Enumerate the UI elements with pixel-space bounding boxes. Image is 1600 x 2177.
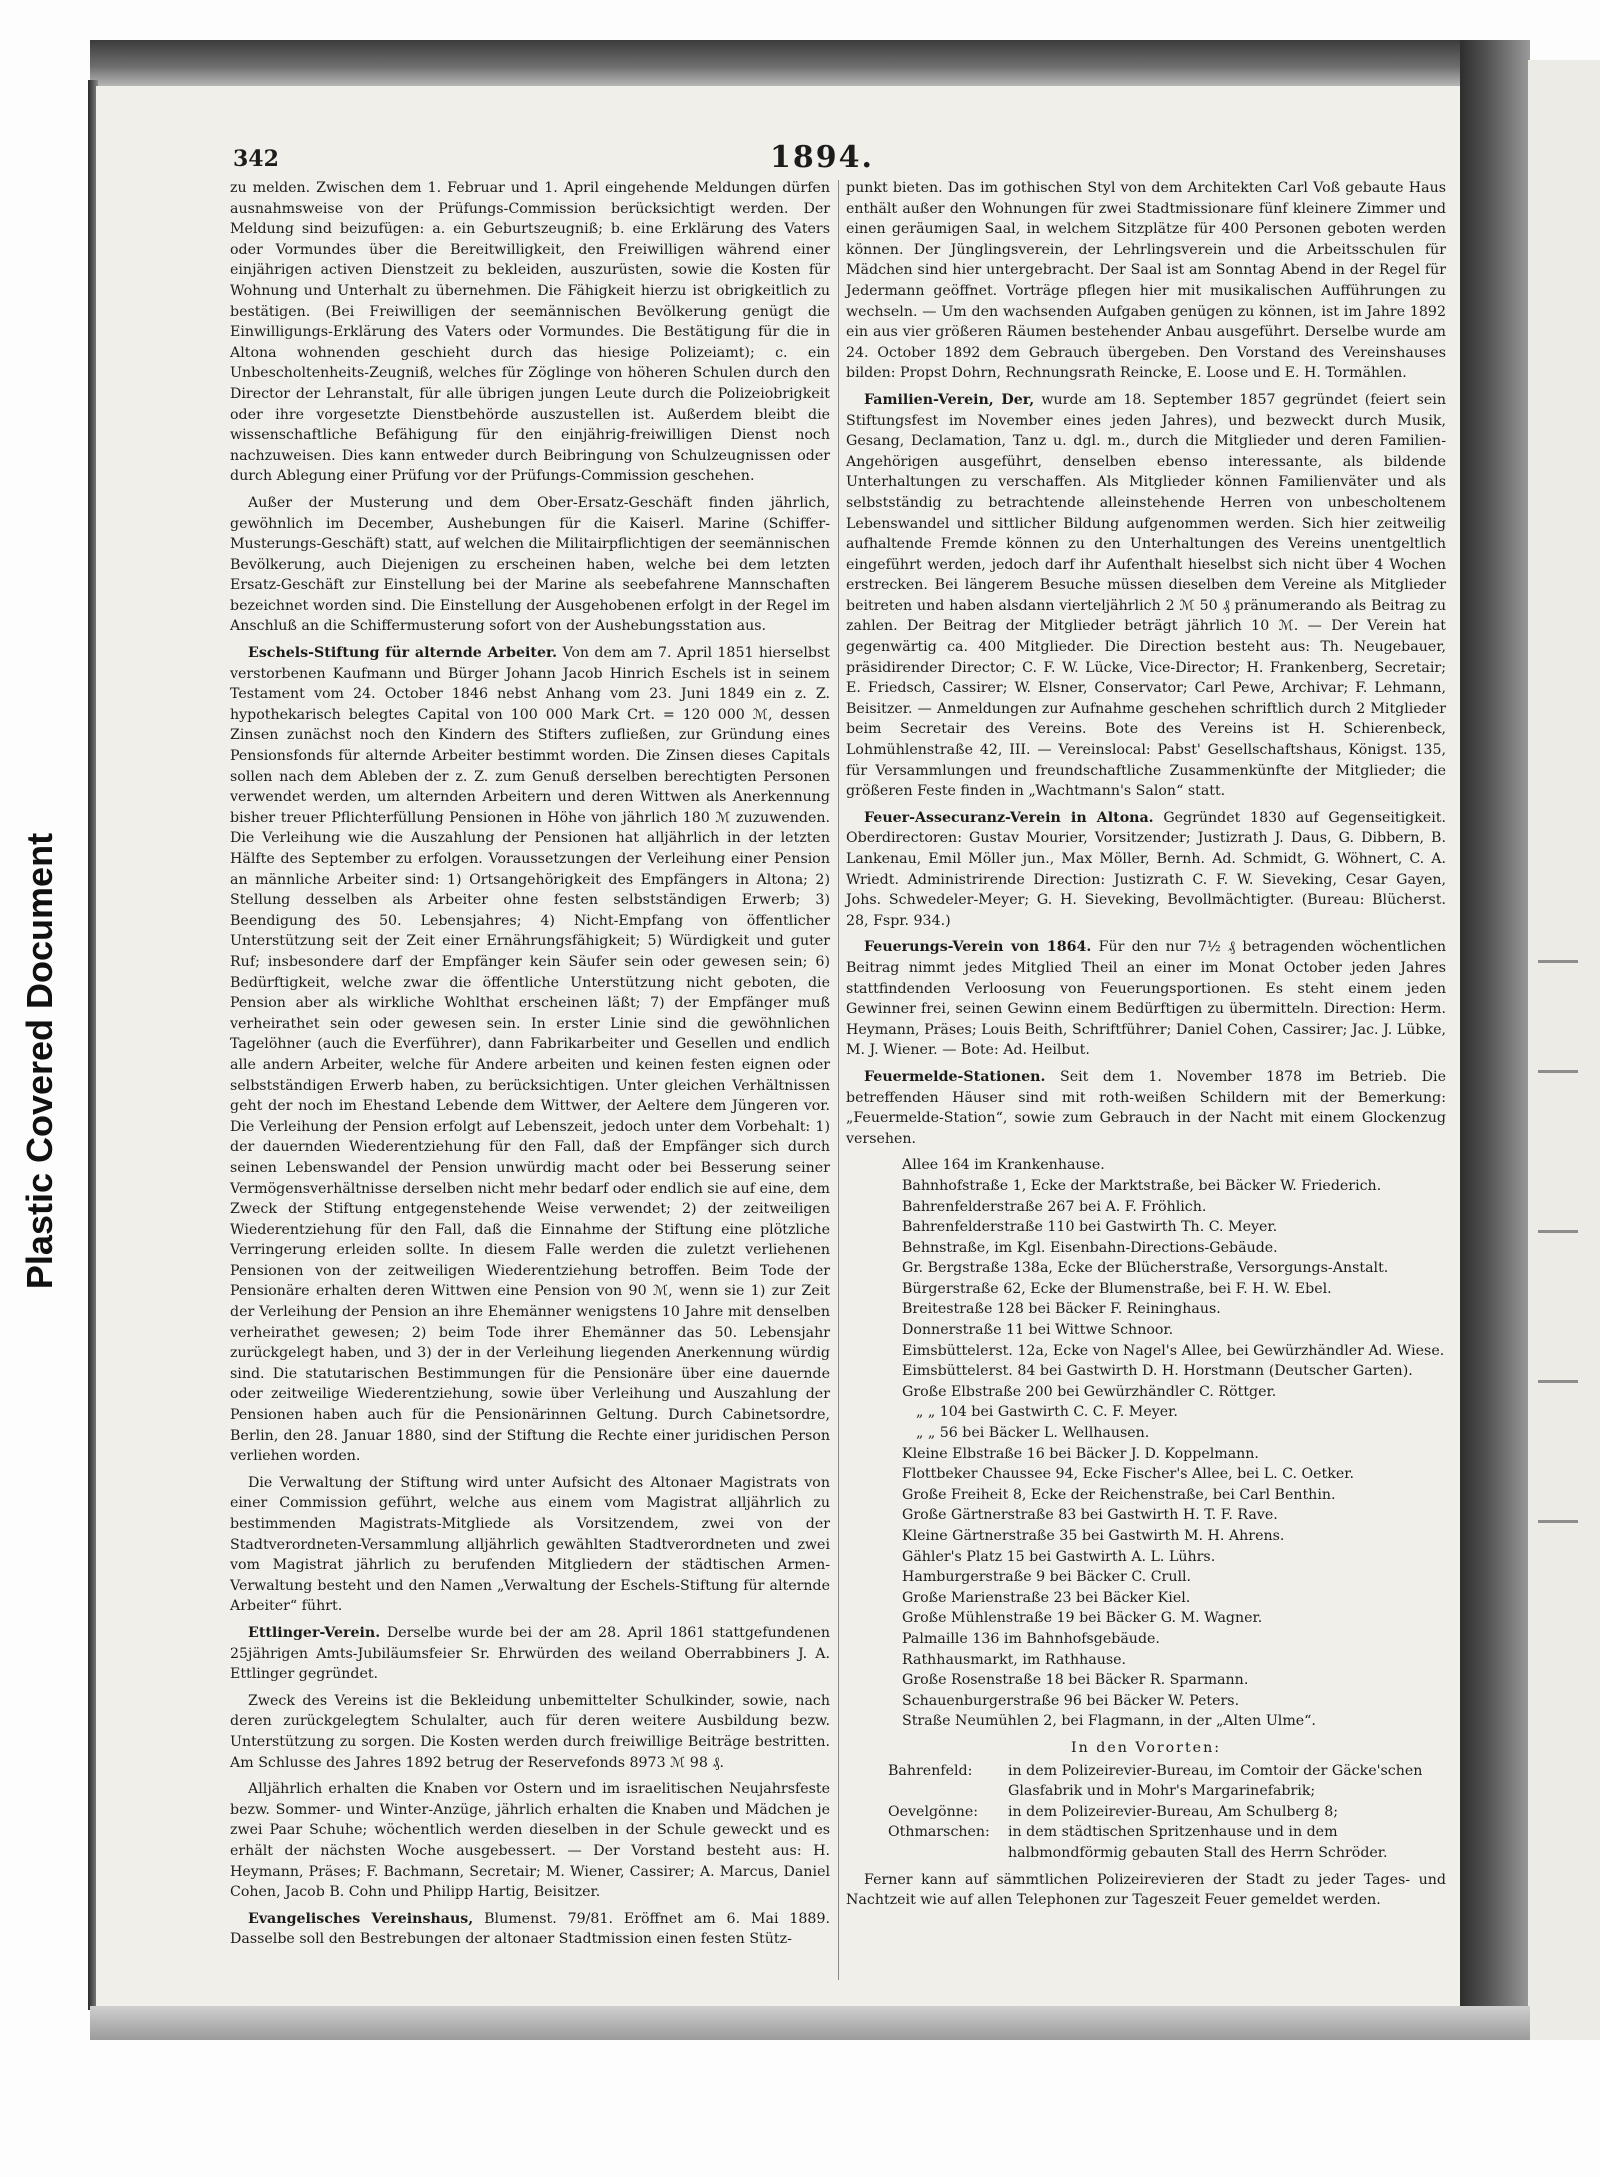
suburb-entry xyxy=(888,1761,1446,1802)
paragraph: Zweck des Vereins ist die Bekleidung unbemittelter Schulkinder, sowie, nach deren zurückgelegtem Schulalter, auch für deren weitere Ausbildung bezw. Unterstützung zu sorgen. Die Kosten werden durch freiwillige Beiträge bestritten. Am Schlusse des Jahres 1892 betrug der Reservefonds 8973 ℳ 98 ₰. xyxy=(230,1692,830,1771)
list-item: Donnerstraße 11 bei Wittwe Schnoor. xyxy=(902,1322,1174,1339)
book-gutter-shadow xyxy=(1460,40,1530,2040)
entry-text: Von dem am 7. April 1851 hierselbst verstorbenen Kaufmann und Bürger Johann Jacob Hinrich Eschels ist in seinem Testament vom 24. October 1846 nebst Anhang vom 23. Juni 1849 ein z. Z. hypothekarisch belegtes Capital von 100 000 Mark Crt. = 120 000 ℳ, dessen Zinsen zunächst noch den Kindern des Stifters zufließen, zur Gründung eines Pensionsfonds für alternde Arbeiter bestimmt worden. Die Zinsen dieses Capitals sollen nach dem Ableben der z. Z. zum Genuß derselben berechtigten Personen verwendet werden, um alternden Arbeitern und deren Wittwen als Anerkennung bisher treuer Pflichterfüllung Pensionen in Höhe von jährlich 180 ℳ zuzuwenden. Die Verleihung wie die Auszahlung der Pensionen hat alljährlich in der letzten Hälfte des September zu erfolgen. Voraussetzungen der Verleihung einer Pension an männliche Arbeiter sind: 1) Ortsangehörigkeit des Empfängers in Altona; 2) Stellung desselben als Arbeiter ohne festen selbstständigen Erwerb; 3) Beendigung des 50. Lebensjahres; 4) Nicht-Empfang von öffentlicher Unterstützung seit der Zeit einer Ernährungsfähigkeit; 5) Würdigkeit und guter Ruf; insbesondere darf der Empfänger kein Säufer sein oder gewesen sein; 6) Bedürftigkeit, welche zwar die öffentliche Unterstützung nicht geboten, die Pension aber als wirkliche Wohlthat erscheinen läßt; 7) der Empfänger muß verheirathet sein oder gewesen sein. In erster Linie sind die gewöhnlichen Tagelöhner (auch die Everführer), dann Fabrikarbeiter und Gesellen und endlich alle andern Arbeiter, welche für Andere arbeiten und keinen festen eignen oder selbstständigen Erwerb haben, zu berücksichtigen. Unter gleichen Verhältnissen geht der noch im Ehestand Lebende dem Wittwer, der Aeltere dem Jüngeren vor. Die Verleihung der Pension erfolgt auf Lebenszeit, jedoch unter dem Vorbehalt: 1) der dauernden Wiederentziehung für den Fall, daß der Empfänger sich durch seinen Lebenswandel der Pension unwürdig macht oder bei Besserung seiner Vermögensverhältnisse derselben nicht mehr bedarf oder endlich sie auf eine, dem Zweck der Stiftung entgegenstehende Weise verwendet; 2) der zeitweiligen Wiederentziehung für den Fall, daß die Einnahme der Stiftung eine plötzliche Verringerung erleiden sollte. In diesem Falle werden die zuletzt verliehenen Pensionen von der zeitweiligen Wiederentziehung betroffen. Beim Tode der Pensionäre erhalten deren Wittwen eine Pension von 90 ℳ, wenn sie 1) zur Zeit der Verleihung der Pension an ihre Ehemänner wenigstens 10 Jahre mit denselben verheirathet gewesen; 2) beim Tode ihrer Ehemänner das 50. Lebensjahr zurückgelegt haben, und 3) der in der Verleihung liegenden Anerkennung würdig sind. Die statutarischen Bestimmungen für die Pensionäre über eine dauernde oder zeitweilige Wiederentziehung, sowie über Verleihung und Auszahlung der Pensionen haben auch für die Pensionärinnen Geltung. Durch Cabinetsordre, Berlin, den 28. Januar 1880, sind der Stiftung die Rechte einer juridischen Person verliehen worden. xyxy=(230,645,830,1465)
list-item: Eimsbüttelerst. 12a, Ecke von Nagel's Allee, bei Gewürzhändler Ad. Wiese. xyxy=(902,1342,1445,1359)
entry-familien-verein xyxy=(846,390,1446,802)
entry-text: Blumenst. 79/81. Eröffnet am 6. Mai 1889. Dasselbe soll den Bestrebungen der altonaer Stadtmission einen festen Stütz- xyxy=(230,1910,830,1948)
list-item: Bahrenfelderstraße 267 bei A. F. Fröhlich. xyxy=(902,1198,1207,1215)
entry-eschels xyxy=(230,643,830,1467)
entry-heading: Eschels-Stiftung für alternde Arbeiter. xyxy=(248,645,558,662)
list-item: Große Freiheit 8, Ecke der Reichenstraße, bei Carl Benthin. xyxy=(902,1486,1336,1503)
facing-page-text-fragment xyxy=(1538,960,1578,963)
entry-feuerungs-verein xyxy=(846,937,1446,1061)
paragraph: Ferner kann auf sämmtlichen Polizeirevieren der Stadt zu jeder Tages- und Nachtzeit wie auf allen Telephonen zur Tageszeit Feuer gemeldet werden. xyxy=(846,1871,1446,1909)
list-item: Rathhausmarkt, im Rathhause. xyxy=(902,1651,1127,1668)
suburb-entry xyxy=(888,1822,1446,1863)
suburb-description: in dem städtischen Spritzenhause und in dem halbmondförmig gebauten Stall des Herrn Schröder. xyxy=(1008,1824,1388,1861)
entry-heading: Feuermelde-Stationen. xyxy=(864,1068,1046,1085)
paragraph: Außer der Musterung und dem Ober-Ersatz-Geschäft finden jährlich, gewöhnlich im December, Aushebungen für die Kaiserl. Marine (Schiffer-Musterungs-Geschäft) statt, auf welchen die Militairpflichtigen der seemännischen Bevölkerung, auch Diejenigen zu erscheinen haben, welche bei dem letzten Ersatz-Geschäft zur Einstellung bei der Marine als seebefahrene Mannschaften bezeichnet worden sind. Die Einstellung der Ausgehobenen erfolgt in der Regel im Anschluß an die Schiffermusterung sofort von der Aushebungsstation aus. xyxy=(230,494,830,635)
list-item: Bürgerstraße 62, Ecke der Blumenstraße, bei F. H. W. Ebel. xyxy=(902,1280,1332,1297)
list-item: Gähler's Platz 15 bei Gastwirth A. L. Lührs. xyxy=(902,1548,1216,1565)
facing-page-edge xyxy=(1528,60,1600,2040)
list-item: Bahnhofstraße 1, Ecke der Marktstraße, bei Bäcker W. Friederich. xyxy=(902,1177,1382,1194)
suburb-description: in dem Polizeirevier-Bureau, im Comtoir der Gäcke'schen Glasfabrik und in Mohr's Margarinefabrik; xyxy=(1008,1762,1423,1800)
entry-heading: Feuer-Assecuranz-Verein in Altona. xyxy=(864,809,1154,826)
entry-feuer-assecuranz xyxy=(846,808,1446,932)
list-item: Eimsbüttelerst. 84 bei Gastwirth D. H. Horstmann (Deutscher Garten). xyxy=(902,1363,1413,1380)
list-item: Flottbeker Chaussee 94, Ecke Fischer's Allee, bei L. C. Oetker. xyxy=(902,1466,1354,1483)
list-item: Große Mühlenstraße 19 bei Bäcker G. M. Wagner. xyxy=(902,1610,1263,1627)
paragraph: Alljährlich erhalten die Knaben vor Ostern und im israelitischen Neujahrsfeste bezw. Sommer- und Winter-Anzüge, jährlich erhalten die Knaben und Mädchen je zwei Paar Schuhe; wöchentlich werden dieselben in der Schule geweckt und es erhält der nächsten Woche ausgebessert. — Der Vorstand besteht aus: H. Heymann, Präses; F. Bachmann, Secretair; M. Wiener, Cassirer; A. Marcus, Daniel Cohen, Jacob B. Cohn und Philipp Hartig, Beisitzer. xyxy=(230,1781,830,1901)
entry-text: wurde am 18. September 1857 gegründet (feiert sein Stiftungsfest im November eines jeden Jahres), und bezweckt durch Musik, Gesang, Declamation, Tanz u. dgl. m., durch die Mitglieder und deren Familien-Angehörigen ausgeführt, denselben ebenso interessante, als bildende Unterhaltungen zu verschaffen. Als Mitglieder können Familienväter und als selbstständig zu betrachtende alleinstehende Herren von unbescholtenem Lebenswandel und sittlicher Bildung aufgenommen werden. Sich hier zeitweilig aufhaltende Fremde können zu den Unterhaltungen des Vereins unentgeltlich eingeführt werden, jedoch darf ihr Aufenthalt hieselbst sich nicht über 4 Wochen erstrecken. Bei längerem Besuche müssen dieselben dem Vereine als Mitglieder beitreten und haben alsdann vierteljährlich 2 ℳ 50 ₰ pränumerando als Beitrag zu zahlen. Der Beitrag der Mitglieder beträgt jährlich 10 ℳ. — Der Verein hat gegenwärtig ca. 400 Mitglieder. Die Direction besteht aus: Th. Neugebauer, präsidirender Director; C. F. W. Lücke, Vice-Director; H. Frankenberg, Secretair; E. Friedsch, Cassirer; W. Elsner, Conservator; Carl Pewe, Archivar; F. Lehmann, Beisitzer. — Anmeldungen zur Aufnahme geschehen schriftlich durch 2 Mitglieder beim Secretair des Vereins. Bote des Vereins ist H. Schierenbeck, Lohmühlenstraße 42, III. — Vereinslocal: Pabst' Gesellschaftshaus, Königst. 135, für Versammlungen und freundschaftliche Zusammenkünfte der Mitglieder; die größeren Feste finden in „Wachtmann's Salon“ statt. xyxy=(846,391,1446,800)
entry-heading: Familien-Verein, Der, xyxy=(864,391,1035,408)
entry-text: Gegründet 1830 auf Gegenseitigkeit. Oberdirectoren: Gustav Mourier, Vorsitzender; Justizrath J. Daus, G. Dibbern, B. Lankenau, Emil Möller jun., Max Möller, Bernh. Ad. Schmidt, G. Wöhnert, C. A. Wriedt. Administrirende Direction: Justizrath C. F. W. Sieveking, Cesar Gayen, Johs. Schwedeler-Meyer; G. H. Sieveking, Bevollmächtigter. (Bureau: Blücherst. 28, Fspr. 934.) xyxy=(846,809,1446,929)
list-item: Große Marienstraße 23 bei Bäcker Kiel. xyxy=(902,1589,1191,1606)
list-item: Kleine Gärtnerstraße 35 bei Gastwirth M. H. Ahrens. xyxy=(902,1528,1285,1544)
list-item: Hamburgerstraße 9 bei Bäcker C. Crull. xyxy=(902,1569,1192,1586)
facing-page-text-fragment xyxy=(1538,1070,1578,1073)
list-item: Breitestraße 128 bei Bäcker F. Reininghaus. xyxy=(902,1301,1221,1318)
paragraph: zu melden. Zwischen dem 1. Februar und 1. April eingehende Meldungen dürfen ausnahmsweise von der Prüfungs-Commission berücksichtigt werden. Der Meldung sind beizufügen: a. ein Geburtszeugniß; b. eine Erklärung des Vaters oder Vormundes über die Bereitwilligkeit, den Freiwilligen während einer einjährigen activen Dienstzeit zu bekleiden, auszurüsten, sowie die Kosten für Wohnung und Unterhalt zu übernehmen. Die Fähigkeit hierzu ist obrigkeitlich zu bestätigen. (Bei Freiwilligen der seemännischen Bevölkerung genügt die Einwilligungs-Erklärung des Vaters oder Vormundes. Die Bestätigung für die in Altona wohnenden geschieht durch das hiesige Polizeiamt); c. ein Unbescholtenheits-Zeugniß, welches für Zöglinge von höheren Schulen durch den Director der Lehranstalt, für alle übrigen jungen Leute durch die Polizeiobrigkeit oder ihre vorgesetzte Dienstbehörde auszustellen ist. Außerdem bleibt die wissenschaftliche Befähigung für den einjährig-freiwilligen Dienst noch nachzuweisen. Dies kann entweder durch Beibringung von Schulzeugnissen oder durch Ablegung einer Prüfung vor der Prüfungs-Commission geschehen. xyxy=(230,180,830,485)
entry-heading: Evangelisches Vereinshaus, xyxy=(248,1910,474,1927)
paragraph: punkt bieten. Das im gothischen Styl von dem Architekten Carl Voß gebaute Haus enthält außer den Wohnungen für zwei Stadtmissionare fünf kleinere Zimmer und einen geräumigen Saal, in welchem Sitzplätze für 400 Personen geboten werden können. Der Jünglingsverein, der Lehrlingsverein und die Arbeitsschulen für Mädchen sind hier untergebracht. Der Saal ist am Sonntag Abend in der Regel für Jedermann geöffnet. Vorträge pflegen hier mit musikalischen Aufführungen zu wechseln. — Um den wachsenden Aufgaben genügen zu können, ist im Jahre 1892 ein aus vier größeren Räumen bestehender Anbau ausgeführt. Derselbe wurde am 24. October 1892 dem Gebrauch übergeben. Den Vorstand des Vereinshauses bilden: Propst Dohrn, Rechnungsrath Reincke, E. Loose und E. H. Tormählen. xyxy=(846,180,1446,382)
list-item: Große Rosenstraße 18 bei Bäcker R. Sparmann. xyxy=(902,1672,1249,1689)
entry-evangelisches-vereinshaus xyxy=(230,1909,830,1950)
book-edge-top xyxy=(90,40,1460,88)
list-item: Palmaille 136 im Bahnhofsgebäude. xyxy=(902,1630,1160,1647)
book-edge-bottom xyxy=(90,2006,1530,2040)
facing-page-text-fragment xyxy=(1538,1520,1578,1523)
list-item: Straße Neumühlen 2, bei Flagmann, in der „Alten Ulme“. xyxy=(902,1713,1316,1730)
entry-ettlinger xyxy=(230,1623,830,1685)
list-item: Große Elbstraße 200 bei Gewürzhändler C. Röttger. xyxy=(902,1383,1277,1400)
column-divider xyxy=(838,180,839,1980)
station-list xyxy=(902,1155,1446,1732)
list-item: Große Gärtnerstraße 83 bei Gastwirth H. T. F. Rave. xyxy=(902,1507,1278,1524)
entry-text: Für den nur 7½ ₰ betragenden wöchentlichen Beitrag nimmt jedes Mitglied Theil an einer im Monat October jeden Jahres stattfindenden Verloosung von Feuerungsportionen. Es steht einem jeden Gewinner frei, seinen Gewinn einem Bedürftigen zu übermitteln. Direction: Herm. Heymann, Präses; Louis Beith, Schriftführer; Daniel Cohen, Cassirer; Jac. J. Lübke, M. J. Wiener. — Bote: Ad. Heilbut. xyxy=(846,939,1446,1059)
side-label-text: Plastic Covered Document xyxy=(19,832,60,1290)
page-year: 1894. xyxy=(770,140,874,175)
suburb-entry xyxy=(888,1802,1446,1823)
suburb-description: in dem Polizeirevier-Bureau, Am Schulberg 8; xyxy=(1008,1803,1339,1820)
facing-page-text-fragment xyxy=(1538,1230,1578,1233)
list-item: Allee 164 im Krankenhause. xyxy=(902,1157,1105,1174)
entry-heading: Feuerungs-Verein von 1864. xyxy=(864,939,1092,956)
left-column xyxy=(230,178,830,1956)
suburbs-heading: In den Vororten: xyxy=(1071,1739,1221,1756)
suburb-name: Othmarschen: xyxy=(888,1824,990,1841)
entry-feuermelde-stationen xyxy=(846,1067,1446,1149)
list-item: Behnstraße, im Kgl. Eisenbahn-Directions-Gebäude. xyxy=(902,1239,1278,1256)
entry-heading: Ettlinger-Verein. xyxy=(248,1624,381,1641)
facing-page-text-fragment xyxy=(1538,1380,1578,1383)
list-item: Bahrenfelderstraße 110 bei Gastwirth Th. C. Meyer. xyxy=(902,1219,1278,1236)
list-item: Schauenburgerstraße 96 bei Bäcker W. Peters. xyxy=(902,1692,1240,1709)
suburb-name: Oevelgönne: xyxy=(888,1803,979,1820)
page-number: 342 xyxy=(233,146,279,172)
right-column xyxy=(846,178,1446,1917)
paragraph: Die Verwaltung der Stiftung wird unter Aufsicht des Altonaer Magistrats von einer Commission geführt, welche aus einem vom Magistrat alljährlich zu bestimmenden Magistrats-Mitgliede als Vorsitzendem, zwei von der Stadtverordneten-Versammlung alljährlich gewählten Stadtverordneten und zwei vom Magistrat jährlich zu berufenden Mitgliedern der städtischen Armen-Verwaltung besteht und den Namen „Verwaltung der Eschels-Stiftung für alternde Arbeiter“ führt. xyxy=(230,1474,830,1615)
list-item: Kleine Elbstraße 16 bei Bäcker J. D. Koppelmann. xyxy=(902,1445,1259,1462)
entry-text: Seit dem 1. November 1878 im Betrieb. Die betreffenden Häuser sind mit roth-weißen Schildern mit der Bemerkung: „Feuermelde-Station“, sowie zum Gebrauch in der Nacht mit einem Glockenzug versehen. xyxy=(846,1068,1446,1147)
list-item: „ „ 56 bei Bäcker L. Wellhausen. xyxy=(916,1425,1150,1442)
list-item: Gr. Bergstraße 138a, Ecke der Blücherstraße, Versorgungs-Anstalt. xyxy=(902,1260,1389,1277)
entry-text: Derselbe wurde bei der am 28. April 1861 stattgefundenen 25jährigen Amts-Jubiläumsfeier Sr. Ehrwürden des weiland Oberrabbiners J. A. Ettlinger gegründet. xyxy=(230,1624,830,1683)
list-item: „ „ 104 bei Gastwirth C. C. F. Meyer. xyxy=(916,1404,1178,1421)
suburb-name: Bahrenfeld: xyxy=(888,1762,973,1779)
